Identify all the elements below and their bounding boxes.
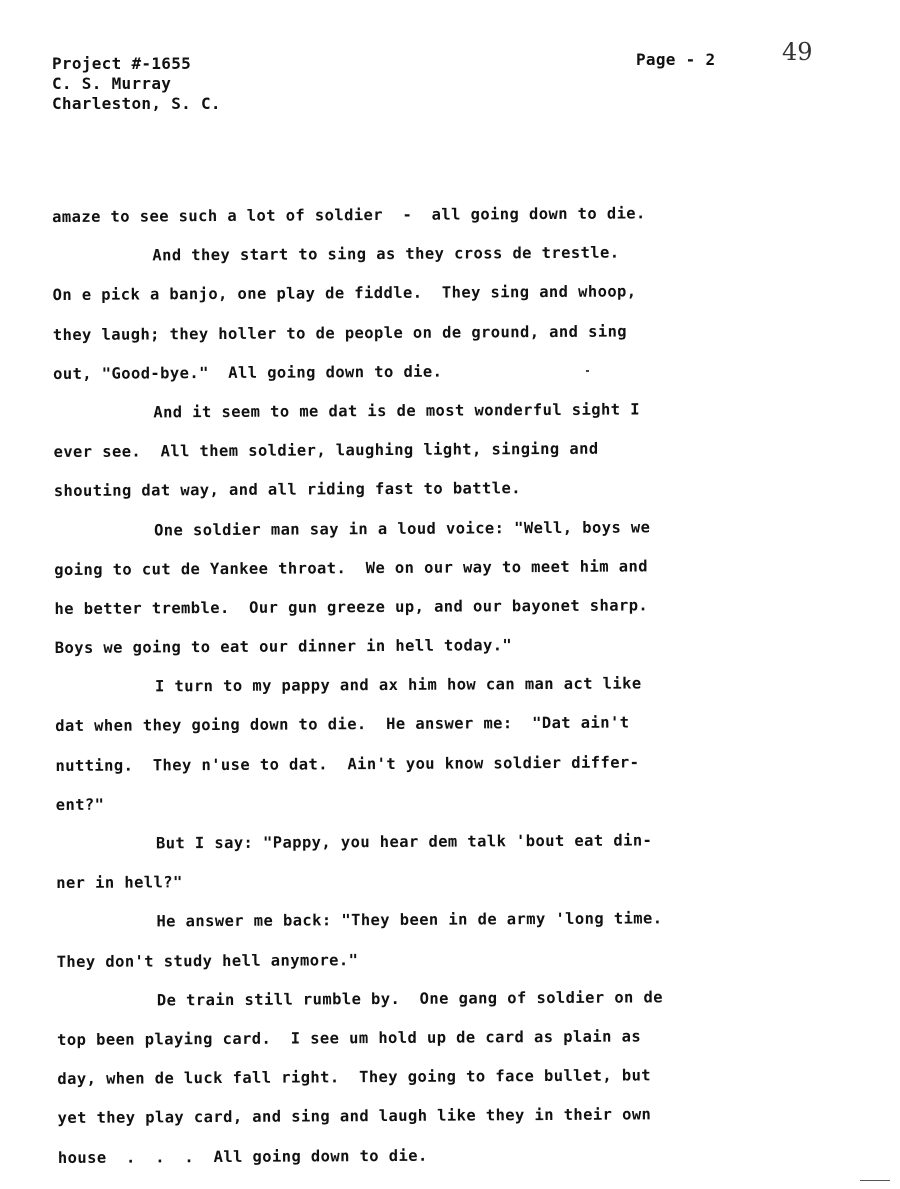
text-line: They don't study hell anymore." [56, 950, 359, 971]
header-block [52, 54, 221, 114]
location: Charleston, S. C. [52, 94, 221, 113]
author-name: C. S. Murray [52, 74, 172, 93]
text-line: ner in hell?" [56, 873, 183, 893]
text-line: dat when they going down to die. He answer me: "Dat ain't [55, 713, 630, 736]
text-line: ent?" [55, 795, 105, 814]
text-line: De train still rumble by. One gang of soldier on de [156, 988, 664, 1010]
folio-number: 49 [782, 38, 813, 66]
body-text [52, 194, 748, 1178]
text-line: amaze to see such a lot of soldier - all going down to die. [52, 204, 646, 226]
text-line: One soldier man say in a loud voice: "Well, boys we [153, 517, 651, 539]
text-line: He answer me back: "They been in de army 'long time. [156, 909, 663, 931]
text-line: Boys we going to eat our dinner in hell today." [54, 636, 513, 658]
text-line: they laugh; they holler to de people on de ground, and sing [52, 322, 628, 344]
text-line: yet they play card, and sing and laugh like they in their own [57, 1105, 652, 1128]
text-line: And they start to sing as they cross de trestle. [152, 243, 620, 265]
edge-mark [860, 1180, 890, 1181]
text-line: house . . . All going down to die. [57, 1146, 428, 1167]
text-line: he better tremble. Our gun greeze up, and our bayonet sharp. [54, 596, 649, 618]
text-line: On e pick a banjo, one play de fiddle. They sing and whoop, [52, 282, 637, 305]
text-line: nutting. They n'use to dat. Ain't you know soldier differ- [55, 753, 640, 775]
text-line: day, when de luck fall right. They going to face bullet, but [57, 1066, 652, 1089]
text-line: And it seem to me dat is de most wonderful sight I [153, 400, 640, 422]
text-line: I turn to my pappy and ax him how can man act like [154, 674, 642, 696]
text-line: going to cut de Yankee throat. We on our way to meet him and [54, 557, 648, 579]
project-number: Project #-1655 [52, 54, 192, 73]
text-line: ever see. All them soldier, laughing light, singing and [53, 439, 599, 462]
stray-mark [586, 370, 589, 372]
text-line: out, "Good-bye." All going down to die. [53, 362, 443, 383]
text-line: shouting dat way, and all riding fast to battle. [53, 479, 521, 501]
text-line: top been playing card. I see um hold up de card as plain as [57, 1027, 642, 1049]
page-label: Page - 2 [636, 50, 716, 69]
text-line: But I say: "Pappy, you hear dem talk 'bout eat din- [155, 831, 653, 853]
